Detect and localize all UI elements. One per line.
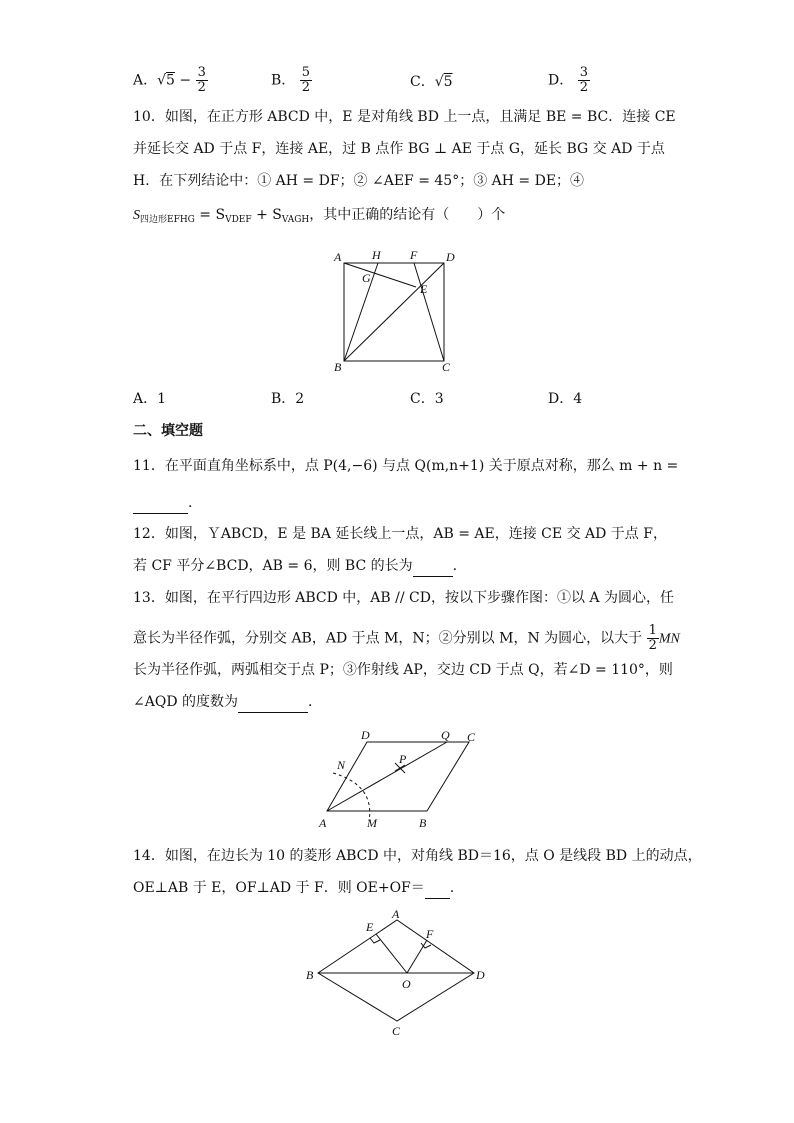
q13-line-3: 长为半径作弧，两弧相交于点 P；③作射线 AP，交边 CD 于点 Q，若∠D = 110°，则	[133, 662, 673, 678]
q9-option-b: B． $\frac{5}{2}$	[271, 65, 311, 95]
q13-line-4: ∠AQD 的度数为 .	[133, 692, 312, 713]
q10-line-2: 并延长交 AD 于点 F，连接 AE，过 B 点作 BG ⊥ AE 于点 G，延长 BG 交 AD 于点	[133, 141, 665, 157]
q11-line-1: 11．在平面直角坐标系中，点 P(4,−6) 与点 Q(m,n+1) 关于原点对称，那么 m + n =	[133, 458, 679, 474]
label-p: P	[399, 752, 407, 766]
q10-line-4: $S_{四边形EFHG} = S_{VDEF} + S_{VAGH}$，其中正确的结论有（ ）个	[133, 207, 506, 225]
q10-line-3: H．在下列结论中：① AH = DF；② ∠AEF = 45°；③ AH = DE；④	[133, 173, 585, 189]
label-o: O	[402, 977, 411, 991]
q10-option-b: B．2	[271, 391, 305, 407]
label-e: E	[420, 282, 428, 296]
q14-rhombus-figure	[300, 905, 495, 1040]
line-bh	[344, 263, 378, 361]
rhombus-abcd	[318, 920, 474, 1021]
q9-option-a: A．√5 − $\frac{3}{2}$	[133, 65, 206, 95]
q14-line-2: OE⊥AB 于 E，OF⊥AD 于 F．则 OE+OF＝ .	[133, 878, 454, 899]
q13-line-1: 13．如图，在平行四边形 ABCD 中，AB // CD，按以下步骤作图：①以 A 为圆心，任	[133, 590, 674, 606]
q14-line-1: 14．如图，在边长为 10 的菱形 ABCD 中，对角线 BD＝16，点 O 是线段 BD 上的动点，	[133, 848, 702, 864]
label-b: B	[306, 968, 314, 982]
label-e: E	[366, 920, 374, 934]
label-f: F	[410, 248, 418, 262]
label-d: D	[476, 968, 485, 982]
q13-parallelogram-figure	[315, 725, 485, 835]
label-n: N	[337, 758, 346, 772]
parallelogram-abcd	[327, 742, 469, 811]
q9-option-d: D． $\frac{3}{2}$	[548, 65, 588, 95]
label-d: D	[446, 250, 455, 264]
q13-line-2: 意长为半径作弧，分别交 AB，AD 于点 M，N；②分别以 M，N 为圆心，以大于 $\frac{1}{2}$ MN	[133, 623, 680, 653]
label-g: G	[362, 271, 371, 285]
label-a: A	[392, 907, 400, 921]
label-c: C	[442, 360, 451, 374]
label-c: C	[467, 730, 476, 744]
label-b: B	[419, 816, 427, 830]
q9-option-c: C．√5	[410, 74, 453, 90]
q10-option-d: D．4	[548, 391, 583, 407]
label-a: A	[334, 250, 342, 264]
ray-aq	[327, 742, 447, 811]
label-c: C	[392, 1024, 401, 1038]
label-a: A	[319, 816, 327, 830]
line-ae	[344, 263, 416, 287]
q10-line-1: 10．如图，在正方形 ABCD 中，E 是对角线 BD 上一点，且满足 BE = BC．连接 CE	[133, 109, 676, 125]
label-f: F	[426, 927, 434, 941]
label-h: H	[372, 248, 381, 262]
right-angle-e	[370, 938, 380, 943]
section-title: 二、填空题	[133, 423, 203, 439]
q12-line-2: 若 CF 平分∠BCD，AB = 6，则 BC 的长为 .	[133, 556, 457, 577]
q10-square-figure	[330, 245, 465, 375]
label-m: M	[367, 816, 377, 830]
label-b: B	[334, 360, 342, 374]
perpendicular-of	[407, 940, 427, 973]
q10-option-a: A．1	[133, 391, 167, 407]
q12-line-1: 12．如图，ＹABCD，E 是 BA 延长线上一点，AB = AE，连接 CE 交 AD 于点 F，	[133, 526, 667, 542]
perpendicular-oe	[376, 934, 407, 973]
label-q: Q	[441, 728, 450, 742]
label-d: D	[361, 728, 370, 742]
q10-option-c: C．3	[410, 391, 444, 407]
q11-line-2: .	[133, 493, 192, 514]
